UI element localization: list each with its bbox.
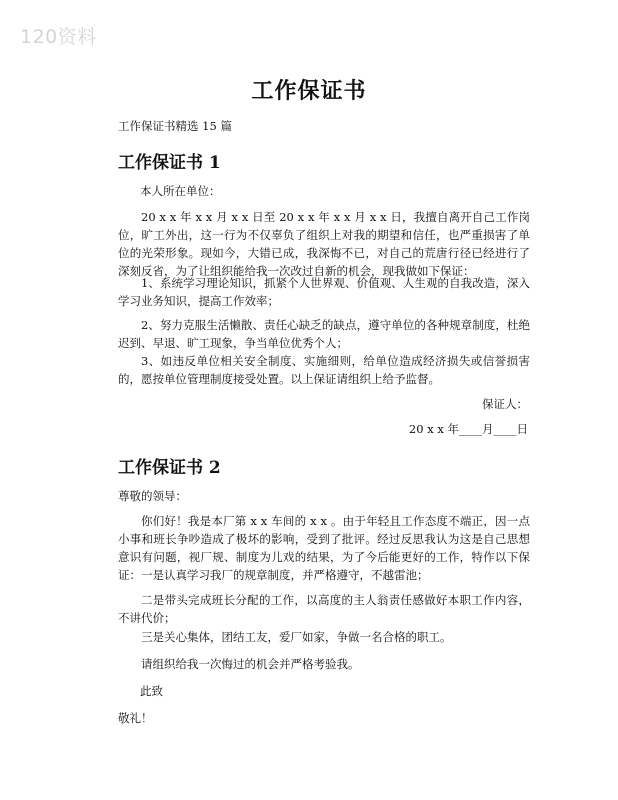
closing-regards: 敬礼！ [118,711,153,725]
section-2-paragraph: 请组织给我一次悔过的机会并严格考验我。 [141,657,360,671]
section-2-paragraph: 二是带头完成班长分配的工作，以高度的主人翁责任感做好本职工作内容，不讲代价； [118,593,530,625]
section-1-paragraph: 3、如违反单位相关安全制度、实施细则，给单位造成经济损失或信誉损害的，愿按单位管理制度接受处置。以上保证请组织上给予监督。 [118,354,530,386]
closing-line: 此致 [140,684,163,698]
section-1-heading: 工作保证书 1 [118,153,221,173]
watermark-logo: 120资料 [20,26,97,48]
section-1-paragraph: 20 x x 年 x x 月 x x 日至 20 x x 年 x x 月 x x 日，我擅自离开自己工作岗位，旷工外出，这一行为不仅辜负了组织上对我的期望和信任，也严重损害了单位的光荣形象。现如今，大错已成，我深悔不已，对自己的荒唐行径已经进行了深刻反省，为了让组织能给我一次改过自新的机会，现我做如下保证： [118,210,530,278]
section-2-paragraph: 你们好！我是本厂第 x x 车间的 x x 。由于年轻且工作态度不端正，因一点小事和班长争吵造成了极坏的影响，受到了批评。经过反思我认为这是自己思想意识有问题，视厂规、制度为儿戏的结果，为了今后能更好的工作，特作以下保证： [118,514,530,582]
document-title: 工作保证书 [251,78,367,104]
signature-line: 保证人： [482,397,528,411]
section-1-paragraph: 2、努力克服生活懒散、责任心缺乏的缺点，遵守单位的各种规章制度，杜绝迟到、早退、旷工现象，争当单位优秀个人； [118,318,530,350]
intro-line: 工作保证书精选 15 篇 [118,119,232,133]
date-line: 20 x x 年____月____日 [408,422,528,436]
section-2-heading: 工作保证书 2 [118,458,221,478]
section-1-salutation: 本人所在单位： [140,184,221,198]
section-2-paragraph: 一是认真学习我厂的规章制度，并严格遵守，不越雷池； [141,568,429,582]
section-1-paragraph: 1、系统学习理论知识，抓紧个人世界观、价值观、人生观的自我改造，深入学习业务知识，提高工作效率； [118,276,530,308]
section-2-paragraph: 三是关心集体，团结工友，爱厂如家，争做一名合格的职工。 [141,630,452,644]
section-2-salutation: 尊敬的领导： [118,489,187,503]
